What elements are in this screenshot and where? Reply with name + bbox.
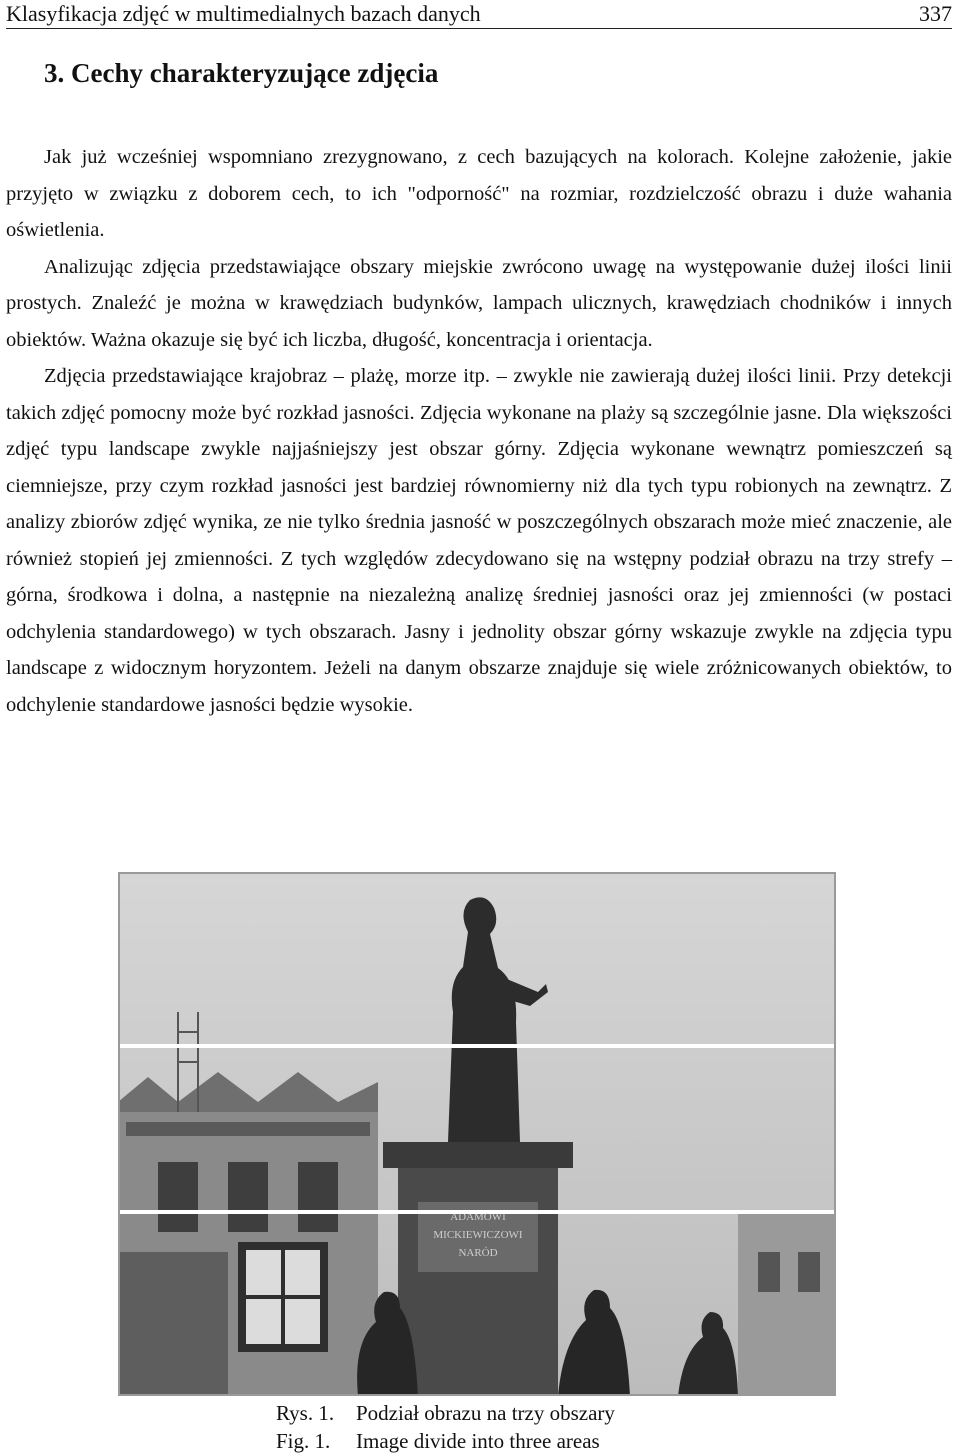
section-title: 3. Cechy charakteryzujące zdjęcia — [44, 58, 439, 88]
page-number: 337 — [919, 1, 952, 26]
monument-photo-illustration — [118, 872, 836, 1396]
body-text — [6, 139, 952, 723]
caption-polish-number: Rys. 1. — [276, 1401, 335, 1425]
building-illustration — [118, 1072, 378, 1396]
caption-english-text: Image divide into three areas — [356, 1429, 600, 1453]
running-header — [6, 0, 952, 29]
inscription-line-2: MICKIEWICZOWI — [433, 1229, 523, 1241]
caption-polish — [276, 1401, 615, 1426]
paragraph-2: Analizując zdjęcia przedstawiające obszary miejskie zwrócono uwagę na występowanie dużej ilości linii prostych. Znaleźć je można w krawędziach budynków, lampach ulicznych, krawędziach chodników i innych obiektów. Ważna okazuje się być ich liczba, długość, koncentracja i orientacja. — [6, 255, 952, 351]
running-title: Klasyfikacja zdjęć w multimedialnych bazach danych — [6, 1, 481, 26]
paragraph-1: Jak już wcześniej wspomniano zrezygnowano, z cech bazujących na kolorach. Kolejne założenie, jakie przyjęto w związku z doborem cech, to ich "odporność" na rozmiar, rozdzielczość obrazu i duże wahania oświetlenia. — [6, 146, 952, 241]
caption-polish-text: Podział obrazu na trzy obszary — [356, 1401, 615, 1425]
caption-english-number: Fig. 1. — [276, 1429, 331, 1453]
paragraph-3: Zdjęcia przedstawiające krajobraz – plażę, morze itp. – zwykle nie zawierają dużej ilości linii. Przy detekcji takich zdjęć pomocny może być rozkład jasności. Zdjęcia wykonane na plaży są szczególnie jasne. Dla większości zdjęć typu landscape zwykle najjaśniejszy jest obszar górny. Zdjęcia wykonane wewnątrz pomieszczeń są ciemniejsze, przy czym rozkład jasności jest bardziej równomierny niż dla tych typu robionych na zewnątrz. Z analizy zbiorów zdjęć wynika, ze nie tylko średnia jasność w poszczególnych obszarach może mieć znaczenie, ale również stopień jej zmienności. Z tych względów zdecydowano się na wstępny podział obrazu na trzy strefy – górna, środkowa i dolna, a następnie na niezależną analizę średniej jasności oraz jej zmienności (w postaci odchylenia standardowego) w tych obszarach. Jasny i jednolity obszar górny wskazuje zwykle na zdjęcia typu landscape z widocznym horyzontem. Jeżeli na danym obszarze znajduje się wiele zróżnicowanych obiektów, to odchylenie standardowe jasności będzie wysokie. — [6, 365, 952, 716]
inscription-line-1: ADAMOWI — [450, 1211, 506, 1223]
caption-english — [276, 1429, 600, 1454]
inscription-line-3: NARÓD — [458, 1247, 498, 1259]
figure-photo — [118, 872, 836, 1396]
